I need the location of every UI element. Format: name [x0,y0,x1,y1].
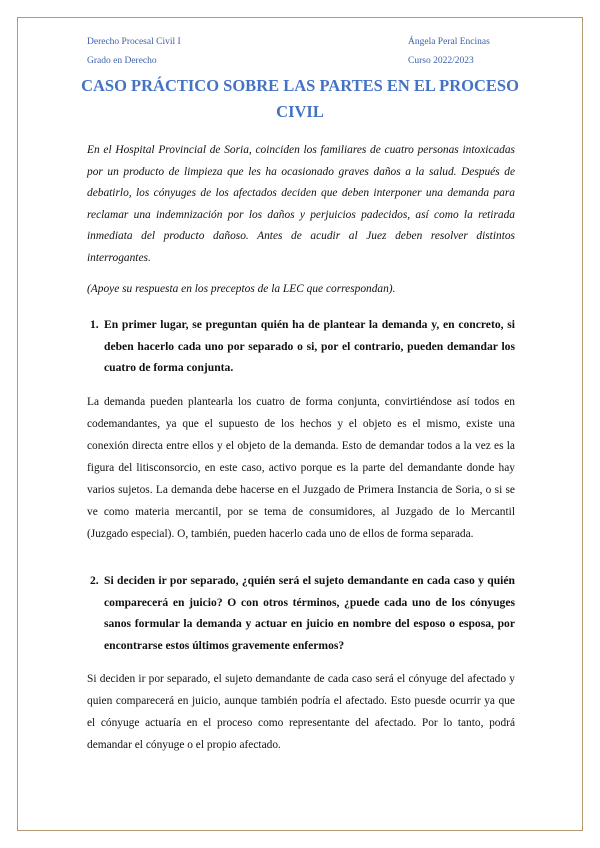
question-2 [87,570,515,656]
header-author: Ángela Peral Encinas [408,37,490,47]
answer-2: Si deciden ir por separado, el sujeto demandante de cada caso será el cónyuge del afectado y quien comparecerá en juicio, aunque también podría el afectado. Esto puesde ocurrir ya que el cónyuge actuaría en el proceso como representante del afectado. Por lo tanto, podrá demandar el cónyuge o el propio afectado. [87,673,515,751]
instruction-note: (Apoye su respuesta en los preceptos de la LEC que correspondan). [87,283,396,295]
question-number: 2. [90,574,99,587]
case-intro: En el Hospital Provincial de Soria, coinciden los familiares de cuatro personas intoxicadas por un producto de limpieza que les ha ocasionado graves daños a la salud. Después de debatirlo, los cónyuges de los afectados deciden que deben interponer una demanda para reclamar una indemnización por los daños y perjuicios padecidos, así como la retirada inmediata del producto dañoso. Antes de acudir al Juez deben resolver distintos interrogantes. [87,144,515,264]
header-course: Derecho Procesal Civil I [87,37,181,47]
question-text: En primer lugar, se preguntan quién ha de plantear la demanda y, en concreto, si deben hacerlo cada uno por separado o si, por el contrario, pueden demandar los cuatro de forma conjunta. [104,318,515,374]
header-degree: Grado en Derecho [87,56,157,66]
document-title: CASO PRÁCTICO SOBRE LAS PARTES EN EL PROCESO CIVIL [81,76,519,121]
header-year: Curso 2022/2023 [408,56,474,66]
question-number: 1. [90,318,99,331]
question-text: Si deciden ir por separado, ¿quién será el sujeto demandante en cada caso y quién comparecerá en juicio? O con otros términos, ¿puede cada uno de los cónyuges sanos formular la demanda y actuar en juicio en nombre del esposo o esposa, por encontrarse estos últimos gravemente enfermos? [104,574,515,652]
answer-1: La demanda pueden plantearla los cuatro de forma conjunta, convirtiéndose así todos en codemandantes, ya que el supuesto de los hechos y el objeto es el mismo, existe una conexión directa entre ellos y el objeto de la demanda. Esto de demandar todos a la vez es la figura del litisconsorcio, en este caso, activo porque es la parte del demandante donde hay varios sujetos. La demanda debe hacerse en el Juzgado de Primera Instancia de Soria, o si se ve como materia mercantil, por se tema de consumidores, al Juzgado de lo Mercantil (Juzgado especial). O, también, pueden hacerlo cada uno de ellos de forma separada. [87,396,515,540]
question-1 [87,314,515,379]
